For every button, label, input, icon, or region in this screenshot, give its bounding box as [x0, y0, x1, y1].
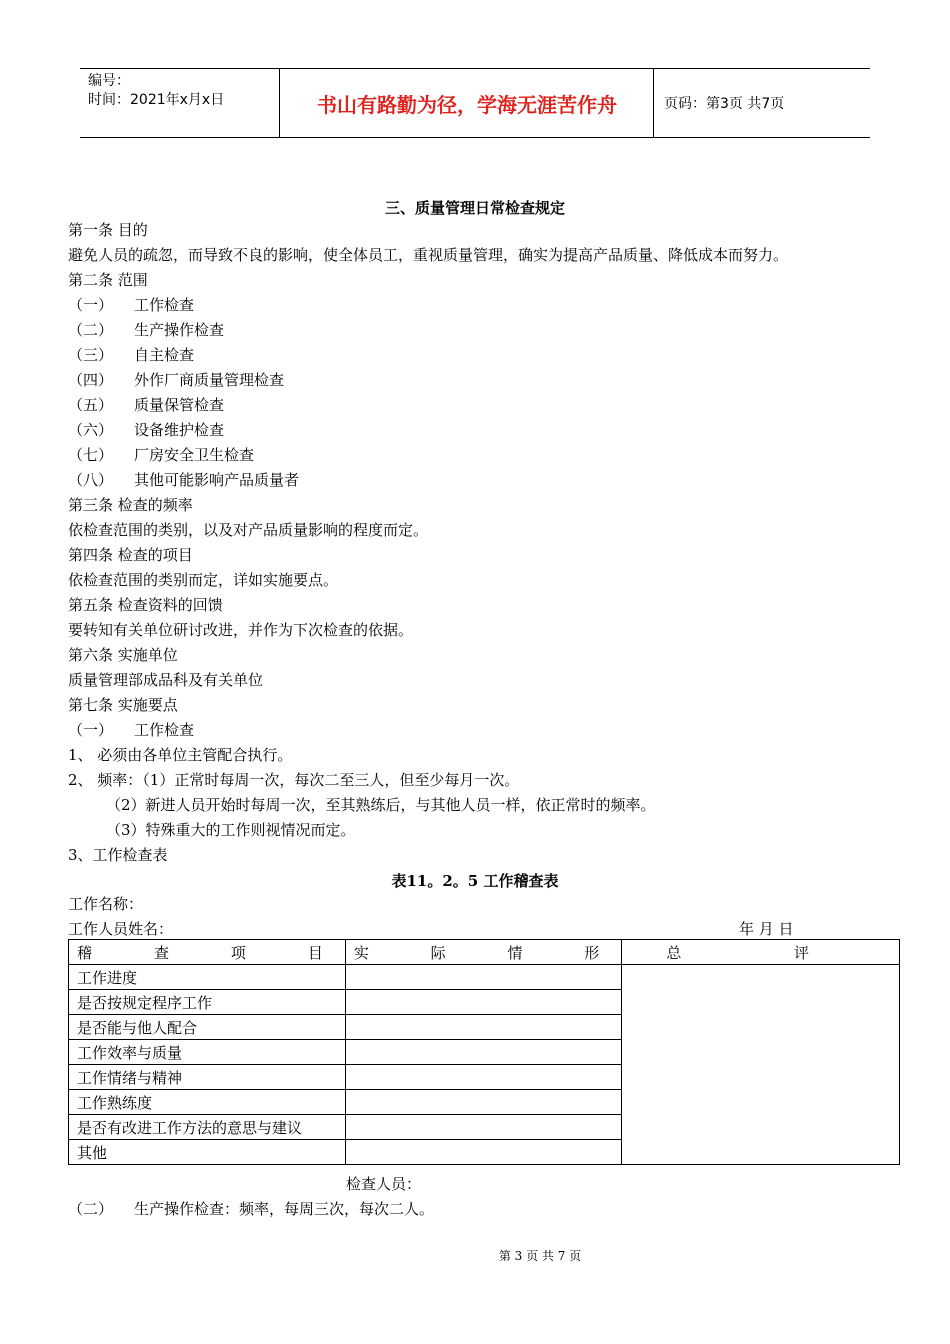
- scope-item: （六） 设备维护检查: [68, 421, 225, 439]
- item-3: 3、工作检查表: [68, 846, 168, 864]
- page-label: 页码：第3页 共7页: [664, 96, 785, 112]
- actual-cell[interactable]: [345, 965, 621, 990]
- audit-item: 工作熟练度: [69, 1090, 346, 1115]
- actual-cell[interactable]: [345, 1065, 621, 1090]
- audit-item: 是否按规定程序工作: [69, 990, 346, 1015]
- article-2-title: 第二条 范围: [68, 271, 148, 289]
- actual-cell[interactable]: [345, 1140, 621, 1165]
- scope-item: （七） 厂房安全卫生检查: [68, 446, 255, 464]
- scope-item: （二） 生产操作检查: [68, 321, 225, 339]
- page-header: [80, 68, 870, 138]
- staff-name-label: 工作人员姓名：: [68, 920, 174, 938]
- item-2-c: （3）特殊重大的工作则视情况而定。: [106, 821, 356, 839]
- item-1: 1、 必须由各单位主管配合执行。: [68, 746, 293, 764]
- section-2-heading: （二） 生产操作检查：频率，每周三次，每次二人。: [68, 1200, 435, 1218]
- article-6-title: 第六条 实施单位: [68, 646, 178, 664]
- motto: 书山有路勤为径，学海无涯苦作舟: [281, 69, 654, 137]
- article-1-text: 避免人员的疏忽，而导致不良的影响，使全体员工，重视质量管理，确实为提高产品质量、降低成本而努力。: [68, 246, 789, 264]
- actual-cell[interactable]: [345, 1040, 621, 1065]
- article-4-title: 第四条 检查的项目: [68, 546, 193, 564]
- scope-item: （八） 其他可能影响产品质量者: [68, 471, 300, 489]
- work-audit-table: [68, 939, 900, 1165]
- scope-item: （五） 质量保管检查: [68, 396, 225, 414]
- item-2-b: （2）新进人员开始时每周一次，至其熟练后，与其他人员一样，依正常时的频率。: [106, 796, 656, 814]
- header-meta: [80, 69, 280, 137]
- date-label: 年 月 日: [739, 920, 794, 938]
- article-3-title: 第三条 检查的频率: [68, 496, 193, 514]
- number-label: 编号：: [88, 73, 130, 89]
- audit-item: 是否有改进工作方法的意思与建议: [69, 1115, 346, 1140]
- table-caption: 表11。2。5 工作稽查表: [391, 872, 559, 890]
- overall-comment-cell[interactable]: [622, 965, 900, 1165]
- inspector-label: 检查人员：: [346, 1175, 422, 1193]
- time-label: 时间：2021年x月x日: [88, 92, 225, 108]
- article-4-text: 依检查范围的类别而定，详如实施要点。: [68, 571, 339, 589]
- audit-item: 其他: [69, 1140, 346, 1165]
- table-row: [69, 965, 900, 990]
- article-5-text: 要转知有关单位研讨改进，并作为下次检查的依据。: [68, 621, 414, 639]
- page-footer: 第 3 页 共 7 页: [498, 1249, 582, 1263]
- actual-cell[interactable]: [345, 990, 621, 1015]
- header-overall-comment: 总 评: [622, 940, 900, 965]
- scope-item: （一） 工作检查: [68, 296, 195, 314]
- article-1-title: 第一条 目的: [68, 221, 148, 239]
- actual-cell[interactable]: [345, 1015, 621, 1040]
- actual-cell[interactable]: [345, 1115, 621, 1140]
- header-actual-situation: 实 际 情 形: [345, 940, 621, 965]
- actual-cell[interactable]: [345, 1090, 621, 1115]
- item-2: 2、 频率：（1）正常时每周一次，每次二至三人，但至少每月一次。: [68, 771, 520, 789]
- scope-item: （四） 外作厂商质量管理检查: [68, 371, 285, 389]
- work-name-label: 工作名称：: [68, 895, 144, 913]
- header-audit-items: 稽 查 项 目: [69, 940, 346, 965]
- article-6-text: 质量管理部成品科及有关单位: [68, 671, 264, 689]
- article-3-text: 依检查范围的类别，以及对产品质量影响的程度而定。: [68, 521, 429, 539]
- article-7-title: 第七条 实施要点: [68, 696, 178, 714]
- article-5-title: 第五条 检查资料的回馈: [68, 596, 223, 614]
- audit-item: 工作进度: [69, 965, 346, 990]
- audit-item: 是否能与他人配合: [69, 1015, 346, 1040]
- scope-item: （三） 自主检查: [68, 346, 195, 364]
- table-header-row: [69, 940, 900, 965]
- section-1-heading: （一） 工作检查: [68, 721, 195, 739]
- audit-item: 工作效率与质量: [69, 1040, 346, 1065]
- doc-title: 三、质量管理日常检查规定: [384, 199, 565, 217]
- audit-item: 工作情绪与精神: [69, 1065, 346, 1090]
